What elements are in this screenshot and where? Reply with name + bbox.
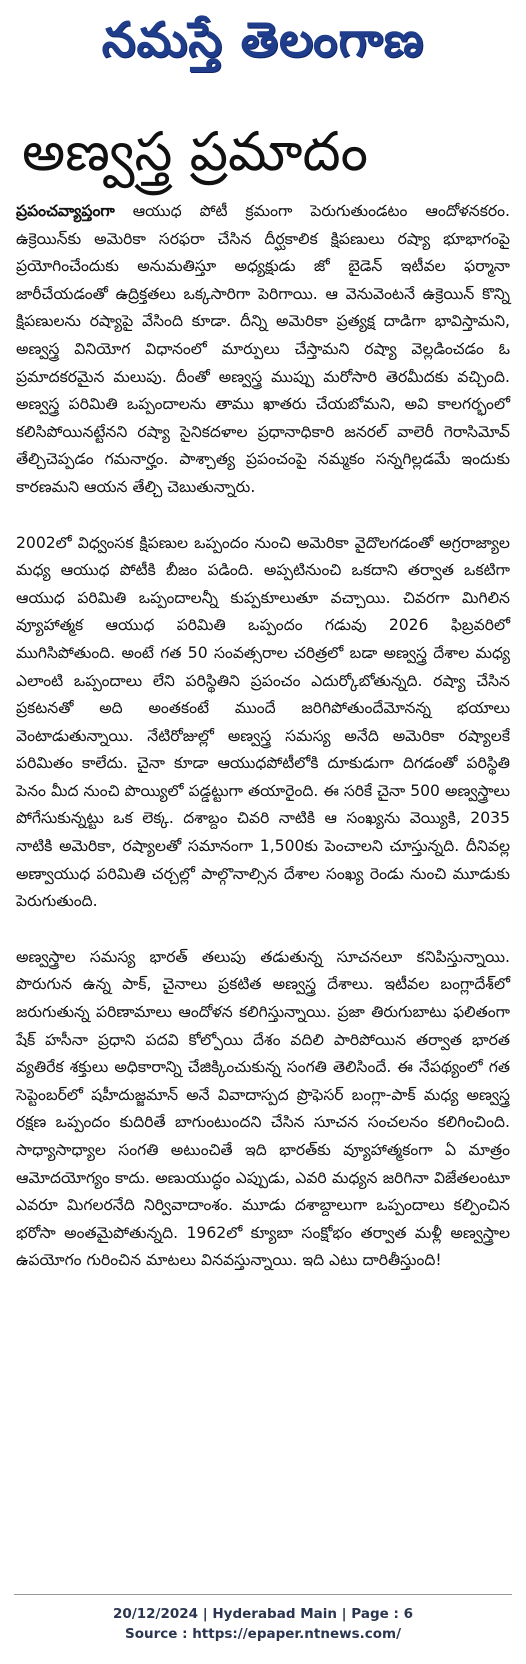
page-footer <box>0 1604 526 1644</box>
article-body <box>16 198 510 1303</box>
article-paragraph-2: 2002లో విధ్వంసక క్షిపణుల ఒప్పందం నుంచి అమెరికా వైదొలగడంతో అగ్రరాజ్యాల మధ్య ఆయుధ పోటీకి బీజం పడింది. అప్పటినుంచి ఒకదాని తర్వాత ఒకటిగా ఆయుధ పరిమితి ఒప్పందాలన్నీ కుప్పకూలుతూ వచ్చాయి. చివరగా మిగిలిన వ్యూహాత్మక ఆయుధ పరిమితి ఒప్పందం గడువు 2026 ఫిబ్రవరిలో ముగిసిపోతుంది. అంటే గత 50 సంవత్సరాల చరిత్రలో బడా అణ్వస్త్ర దేశాల మధ్య ఎలాంటి ఒప్పందాలు లేని పరిస్థితిని ప్రపంచం ఎదుర్కోబోతున్నది. రష్యా చేసిన ప్రకటనతో అది అంతకంటే ముందే జరిగిపోతుందేమోనన్న భయాలు వెంటాడుతున్నాయి. నేటిరోజుల్లో అణ్వస్త్ర సమస్య అనేది అమెరికా రష్యాలకే పరిమితం కాలేదు. చైనా కూడా ఆయుధపోటీలోకి దూకుడుగా దిగడంతో పరిస్థితి పెనం మీద నుంచి పొయ్యిలో పడ్డట్టుగా తయారైంది. ఈ సరికే చైనా 500 అణ్వస్త్రాలు పోగేసుకున్నట్టు ఒక లెక్క. దశాబ్దం చివరి నాటికి ఆ సంఖ్యను వెయ్యికి, 2035 నాటికి అమెరికా, రష్యాలతో సమానంగా 1,500కు పెంచాలని చూస్తున్నది. దీనివల్ల అణ్వాయుధ పరిమితి చర్చల్లో పాల్గొనాల్సిన దేశాల సంఖ్య రెండు నుంచి మూడుకు పెరుగుతుంది. <box>16 533 510 911</box>
masthead-title: నమస్తే తెలంగాణ <box>101 12 425 68</box>
article-paragraph-3: అణ్వస్త్రాల సమస్య భారత్ తలుపు తడుతున్న సూచనలూ కనిపిస్తున్నాయి. పొరుగున ఉన్న పాక్, చైనాలు ప్రకటిత అణ్వస్త్ర దేశాలు. ఇటీవల బంగ్లాదేశ్‌లో జరుగుతున్న పరిణామాలు ఆందోళన కలిగిస్తున్నాయి. ప్రజా తిరుగుబాటు ఫలితంగా షేక్ హసీనా ప్రధాని పదవి కోల్పోయి దేశం వదిలి పారిపోయిన తర్వాత భారత వ్యతిరేక శక్తులు అధికారాన్ని చేజిక్కించుకున్న సంగతి తెలిసిందే. ఈ నేపథ్యంలో గత సెప్టెంబర్‌లో షహీదుజ్జమాన్ అనే వివాదాస్పద ప్రొఫెసర్ బంగ్లా-పాక్ మధ్య అణ్వస్త్ర రక్షణ ఒప్పందం కుదిరితే బాగుంటుందని చేసిన సూచన సంచలనం కలిగించింది. సాధ్యాసాధ్యాల సంగతి అటుంచితే ఇది భారత్‌కు వ్యూహాత్మకంగా ఏ మాత్రం ఆమోదయోగ్యం కాదు. అణుయుద్ధం ఎప్పుడు, ఎవరి మధ్యన జరిగినా విజేతలంటూ ఎవరూ మిగలరనేది నిర్వివాదాంశం. మూడు దశాబ్దాలుగా ఒప్పందాలు కల్పించిన భరోసా అంతమైపోతున్నది. 1962లో క్యూబా సంక్షోభం తర్వాత మళ్లీ అణ్వస్త్రాల ఉపయోగం గురించిన మాటలు వినవస్తున్నాయి. ఇది ఎటు దారితీస్తుంది! <box>16 947 510 1270</box>
lead-word: ప్రపంచవ్యాప్తంగా <box>16 202 115 220</box>
footer-divider <box>14 1594 512 1595</box>
paragraph-1-text: ఆయుధ పోటీ క్రమంగా పెరుగుతుండటం ఆందోళనకరం. ఉక్రెయిన్‌కు అమెరికా సరఫరా చేసిన దీర్ఘకాలిక క్షిపణులు రష్యా భూభాగంపై ప్రయోగించేందుకు అనుమతిస్తూ అధ్యక్షుడు జో బైడెన్ ఇటీవల ఫర్మానా జారీచేయడంతో ఉద్రిక్తతలు ఒక్కసారిగా పెరిగాయి. ఆ వెనువెంటనే ఉక్రెయిన్ కొన్ని క్షిపణులను రష్యాపై వేసింది కూడా. దీన్ని అమెరికా ప్రత్యక్ష దాడిగా భావిస్తామని, అణ్వస్త్ర వినియోగ విధానంలో మార్పులు చేస్తామని రష్యా వెల్లడించడం ఓ ప్రమాదకరమైన మలుపు. దీంతో అణ్వస్త్ర ముప్పు మరోసారి తెరమీదకు వచ్చింది. అణ్వస్త్ర పరిమితి ఒప్పందాలను తాము ఖాతరు చేయబోమని, అవి కాలగర్భంలో కలిసిపోయినట్టేనని రష్యా సైనికదళాల ప్రధానాధికారి జనరల్ వాలెరీ గెరాసిమోవ్ తేల్చిచెప్పడం గమనార్హం. పాశ్చాత్య ప్రపంచంపై నమ్మకం సన్నగిల్లడమే ఇందుకు కారణమని ఆయన తేల్చి చెబుతున్నారు. <box>16 202 510 496</box>
article-paragraph-1 <box>16 198 510 502</box>
footer-date-edition: 20/12/2024 | Hyderabad Main | Page : 6 <box>113 1606 413 1622</box>
article-headline: అణ్వస్త్ర ప్రమాదం <box>22 120 368 183</box>
footer-source: Source : https://epaper.ntnews.com/ <box>124 1626 402 1642</box>
newspaper-masthead <box>0 4 526 76</box>
